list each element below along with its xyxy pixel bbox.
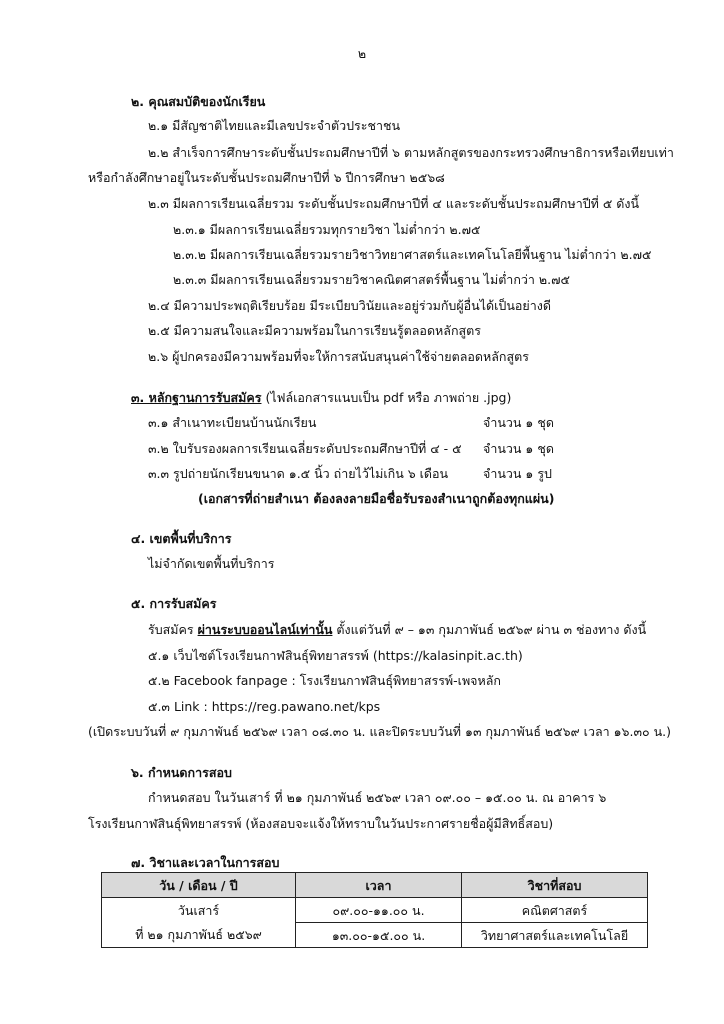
s2-item-6: ๒.๖ ผู้ปกครองมีความพร้อมที่จะให้การสนับสนุนค่าใช้จ่ายตลอดหลักสูตร (148, 349, 529, 364)
table-row (102, 923, 648, 948)
s5-system-period: (เปิดระบบวันที่ ๙ กุมภาพันธ์ ๒๕๖๙ เวลา ๐๘.๓๐ น. และปิดระบบวันที่ ๑๓ กุมภาพันธ์ ๒๕๖๙ เวลา ๑๖.๓๐ น.) (88, 724, 672, 739)
s2-item-5: ๒.๕ มีความสนใจและมีความพร้อมในการเรียนรู้ตลอดหลักสูตร (148, 323, 481, 338)
s3-item-2-qty: จำนวน ๑ ชุด (483, 441, 554, 456)
exam-subject: วิทยาศาสตร์และเทคโนโลยี (462, 923, 648, 948)
s3-item-3: ๓.๓ รูปถ่ายนักเรียนขนาด ๑.๕ นิ้ว ถ่ายไว้ไม่เกิน ๖ เดือน (148, 466, 449, 481)
s2-item-2-line2: หรือกำลังศึกษาอยู่ในระดับชั้นประถมศึกษาปีที่ ๖ ปีการศึกษา ๒๕๖๘ (88, 170, 445, 185)
s6-text-line2: โรงเรียนกาฬสินธุ์พิทยาสรรพ์ (ห้องสอบจะแจ้งให้ทราบในวันประกาศรายชื่อผู้มีสิทธิ์สอบ) (88, 816, 554, 831)
s6-text-line1: กำหนดสอบ ในวันเสาร์ ที่ ๒๑ กุมภาพันธ์ ๒๕๖๙ เวลา ๐๙.๐๐ – ๑๕.๐๐ น. ณ อาคาร ๖ (148, 790, 607, 805)
exam-day-line2: ที่ ๒๑ กุมภาพันธ์ ๒๕๖๙ (102, 923, 296, 948)
s2-item-3-3: ๒.๓.๓ มีผลการเรียนเฉลี่ยรวมรายวิชาคณิตศาสตร์พื้นฐาน ไม่ต่ำกว่า ๒.๗๕ (173, 272, 570, 287)
s3-copy-note: (เอกสารที่ถ่ายสำเนา ต้องลงลายมือชื่อรับรองสำเนาถูกต้องทุกแผ่น) (198, 491, 555, 506)
section-3-title: ๓. หลักฐานการรับสมัคร (131, 390, 262, 405)
exam-schedule-table (101, 872, 648, 948)
s3-item-1-qty: จำนวน ๑ ชุด (483, 415, 554, 430)
exam-subject: คณิตศาสตร์ (462, 898, 648, 923)
s5-channel-1: ๕.๑ เว็บไซต์โรงเรียนกาฬสินธุ์พิทยาสรรพ์ (https://kalasinpit.ac.th) (148, 648, 523, 663)
exam-day-line1: วันเสาร์ (102, 898, 296, 923)
s3-item-3-qty: จำนวน ๑ รูป (483, 466, 552, 481)
section-5-heading: ๕. การรับสมัคร (131, 596, 217, 611)
col-header-time: เวลา (296, 873, 462, 898)
s2-item-2-line1: ๒.๒ สำเร็จการศึกษาระดับชั้นประถมศึกษาปีที่ ๖ ตามหลักสูตรของกระทรวงศึกษาธิการหรือเทียบเท่า (148, 145, 674, 160)
s5-channel-3: ๕.๓ Link : https://reg.pawano.net/kps (148, 699, 381, 714)
section-7-heading: ๗. วิชาและเวลาในการสอบ (131, 855, 280, 870)
s5-intro-post: ตั้งแต่วันที่ ๙ – ๑๓ กุมภาพันธ์ ๒๕๖๙ ผ่าน ๓ ช่องทาง ดังนี้ (332, 622, 647, 637)
s2-item-4: ๒.๔ มีความประพฤติเรียบร้อย มีระเบียบวินัยและอยู่ร่วมกับผู้อื่นได้เป็นอย่างดี (148, 298, 551, 313)
section-3-file-note: (ไฟล์เอกสารแนบเป็น pdf หรือ ภาพถ่าย .jpg) (261, 390, 512, 405)
s2-item-3-2: ๒.๓.๒ มีผลการเรียนเฉลี่ยรวมรายวิชาวิทยาศาสตร์และเทคโนโลยีพื้นฐาน ไม่ต่ำกว่า ๒.๗๕ (173, 247, 652, 262)
s2-item-3: ๒.๓ มีผลการเรียนเฉลี่ยรวม ระดับชั้นประถมศึกษาปีที่ ๔ และระดับชั้นประถมศึกษาปีที่ ๕ ดังนี้ (148, 196, 640, 211)
s5-intro-pre: รับสมัคร (148, 622, 198, 637)
s4-text: ไม่จำกัดเขตพื้นที่บริการ (148, 556, 275, 571)
section-3-heading (131, 390, 511, 405)
table-header-row (102, 873, 648, 898)
exam-time: ๑๓.๐๐-๑๕.๐๐ น. (296, 923, 462, 948)
page-number: ๒ (357, 46, 367, 61)
s2-item-3-1: ๒.๓.๑ มีผลการเรียนเฉลี่ยรวมทุกรายวิชา ไม่ต่ำกว่า ๒.๗๕ (173, 222, 481, 237)
s3-item-1: ๓.๑ สำเนาทะเบียนบ้านนักเรียน (148, 415, 317, 430)
s5-channel-2: ๕.๒ Facebook fanpage : โรงเรียนกาฬสินธุ์พิทยาสรรพ์-เพจหลัก (148, 673, 501, 688)
s5-intro (148, 622, 646, 637)
col-header-date: วัน / เดือน / ปี (102, 873, 296, 898)
s3-item-2: ๓.๒ ใบรับรองผลการเรียนเฉลี่ยระดับประถมศึกษาปีที่ ๔ - ๕ (148, 441, 462, 456)
section-2-heading: ๒. คุณสมบัติของนักเรียน (131, 94, 266, 109)
exam-time: ๐๙.๐๐-๑๑.๐๐ น. (296, 898, 462, 923)
s2-item-1: ๒.๑ มีสัญชาติไทยและมีเลขประจำตัวประชาชน (148, 118, 400, 133)
s5-online-only: ผ่านระบบออนไลน์เท่านั้น (197, 622, 333, 637)
table-row (102, 898, 648, 923)
col-header-subject: วิชาที่สอบ (462, 873, 648, 898)
section-4-heading: ๔. เขตพื้นที่บริการ (131, 531, 232, 546)
section-6-heading: ๖. กำหนดการสอบ (131, 765, 232, 780)
